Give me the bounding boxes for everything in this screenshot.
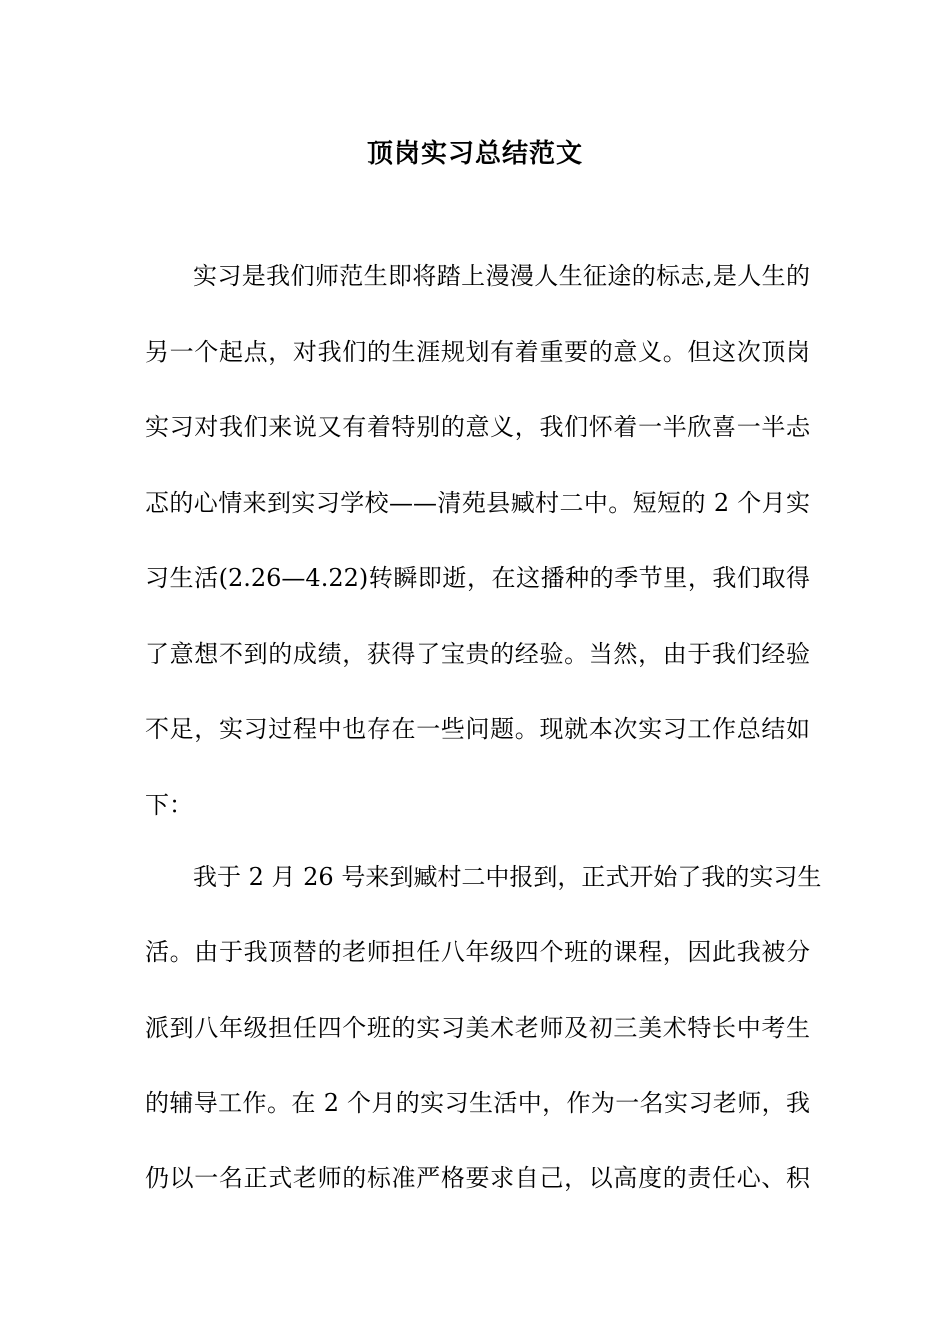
paragraph-2-line-3: 派到八年级担任四个班的实习美术老师及初三美术特长中考生	[145, 1014, 810, 1042]
paragraph-2-line-5: 仍以一名正式老师的标准严格要求自己，以高度的责任心、积	[145, 1164, 810, 1192]
paragraph-1-line-8: 下：	[145, 791, 193, 819]
paragraph-1-line-3: 实习对我们来说又有着特别的意义，我们怀着一半欣喜一半忐	[145, 413, 810, 441]
paragraph-1-line-4: 忑的心情来到实习学校——清苑县臧村二中。短短的 2 个月实	[145, 489, 810, 517]
paragraph-2-line-4: 的辅导工作。在 2 个月的实习生活中，作为一名实习老师，我	[145, 1089, 810, 1117]
paragraph-2-line-1: 我于 2 月 26 号来到臧村二中报到，正式开始了我的实习生	[193, 863, 822, 891]
paragraph-1-line-5: 习生活(2.26—4.22)转瞬即逝，在这播种的季节里，我们取得	[145, 564, 810, 592]
paragraph-1-line-2: 另一个起点，对我们的生涯规划有着重要的意义。但这次顶岗	[145, 338, 810, 366]
paragraph-1-line-7: 不足，实习过程中也存在一些问题。现就本次实习工作总结如	[145, 715, 810, 743]
paragraph-2-line-2: 活。由于我顶替的老师担任八年级四个班的课程，因此我被分	[145, 938, 810, 966]
paragraph-1-line-1: 实习是我们师范生即将踏上漫漫人生征途的标志,是人生的	[193, 262, 810, 290]
paragraph-1-line-6: 了意想不到的成绩，获得了宝贵的经验。当然，由于我们经验	[145, 640, 810, 668]
document-title: 顶岗实习总结范文	[366, 139, 583, 169]
